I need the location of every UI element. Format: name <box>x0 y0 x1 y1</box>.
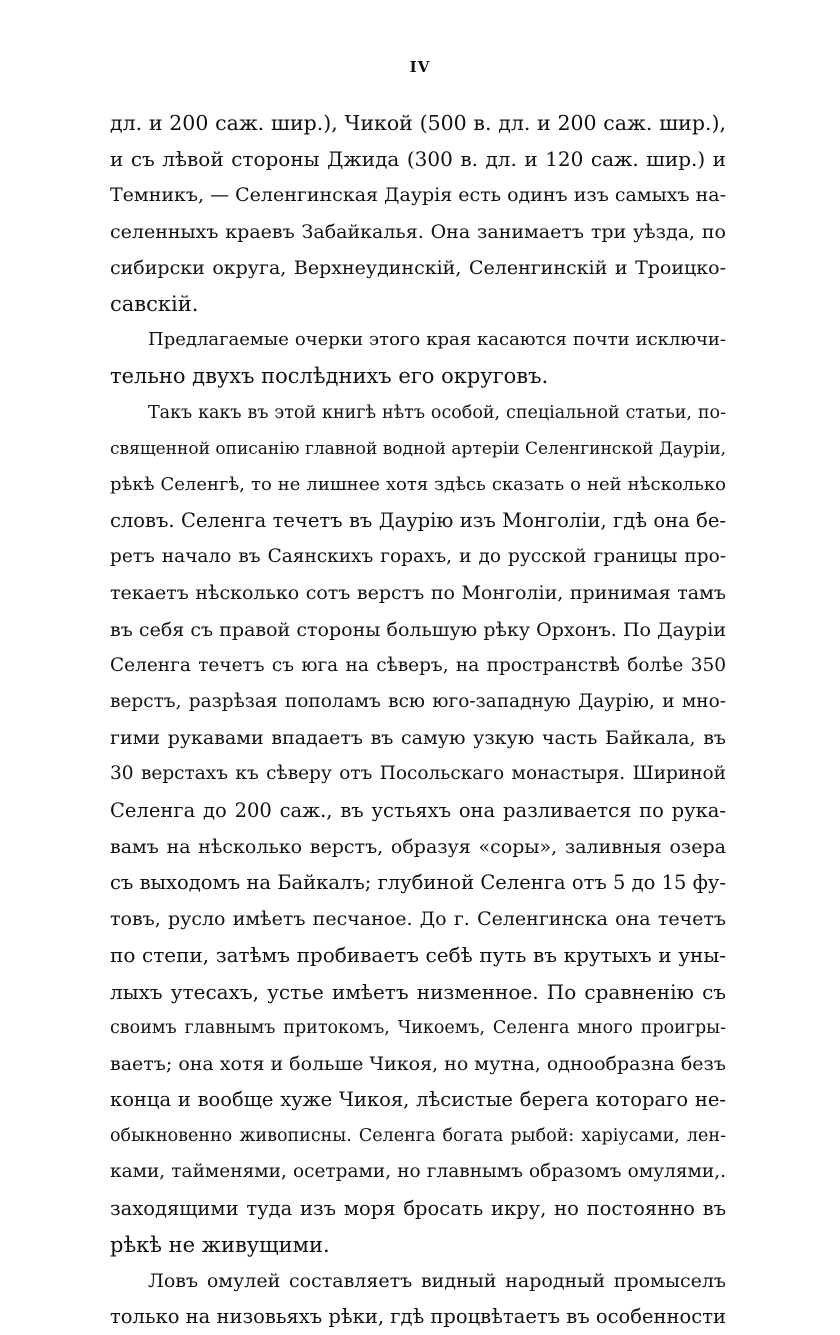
text-line: рѣкѣ Селенгѣ, то не лишнее хотя здѣсь сказать о ней нѣсколько <box>110 473 726 495</box>
text-line: священной описанію главной водной артеріи Селенгинской Дауріи, <box>110 438 726 459</box>
text-line: дл. и 200 саж. шир.), Чикой (500 в. дл. и 200 саж. шир.), <box>110 111 726 135</box>
text-line: верстъ, разрѣзая пополамъ всю юго-западную Даурію, и мно- <box>110 691 726 712</box>
text-line: словъ. Селенга течетъ въ Даурію изъ Монголіи, гдѣ она бе- <box>110 509 726 533</box>
text-line: селенныхъ краевъ Забайкалья. Она занимаетъ три уѣзда, по <box>110 220 726 243</box>
text-line: обыкновенно живописны. Селенга богата рыбой: харіусами, лен- <box>110 1126 726 1147</box>
text-line: лыхъ утесахъ, устье имѣетъ низменное. По сравненію съ <box>110 979 726 1004</box>
text-line: въ себя съ правой стороны большую рѣку Орхонъ. По Дауріи <box>110 618 726 641</box>
text-line: ваетъ; она хотя и больше Чикоя, но мутна, однообразна безъ <box>110 1052 726 1075</box>
text-line: ками, тайменями, осетрами, но главнымъ образомъ омулями,. <box>110 1161 726 1183</box>
text-line: тельно двухъ послѣднихъ его округовъ. <box>110 364 549 389</box>
text-line: только на низовьяхъ рѣки, гдѣ процвѣтаетъ въ особенности <box>110 1305 726 1329</box>
text-line: гими рукавами впадаетъ въ самую узкую часть Байкала, въ <box>110 727 726 750</box>
text-line: товъ, русло имѣетъ песчаное. До г. Селенгинска она течетъ <box>110 908 726 931</box>
paragraph-start-line: Такъ какъ въ этой книгѣ нѣтъ особой, спеціальной статьи, по- <box>148 402 726 423</box>
text-line: сибирски округа, Верхнеудинскій, Селенгинскій и Троицко- <box>110 256 726 279</box>
body-text <box>110 105 726 1335</box>
text-line: конца и вообще хуже Чикоя, лѣсистые берега котораго не- <box>110 1088 726 1112</box>
text-line: съ выходомъ на Байкалъ; глубиной Селенга отъ 5 до 15 фу- <box>110 870 726 894</box>
text-line: своимъ главнымъ притокомъ, Чикоемъ, Селенга много проигры- <box>110 1017 726 1038</box>
text-line: савскій. <box>110 291 199 316</box>
page-number: IV <box>409 58 431 76</box>
paragraph-start-line: Предлагаемые очерки этого края касаются почти исключи- <box>148 329 726 351</box>
text-line: текаетъ нѣсколько сотъ верстъ по Монголіи, принимая тамъ <box>110 582 726 605</box>
text-line: рѣкѣ не живущими. <box>110 1232 330 1257</box>
text-line: и съ лѣвой стороны Джида (300 в. дл. и 120 саж. шир.) и <box>110 147 726 172</box>
text-line: Селенга до 200 саж., въ устьяхъ она разливается по рука- <box>110 798 726 822</box>
text-line: вамъ на нѣсколько верстъ, образуя «соры», заливныя озера <box>110 835 726 858</box>
text-line: Селенга течетъ съ юга на сѣверъ, на пространствѣ болѣе 350 <box>110 654 726 676</box>
text-line: ретъ начало въ Саянскихъ горахъ, и до русской границы про- <box>110 546 726 568</box>
text-line: 30 верстахъ къ сѣверу отъ Посольскаго монастыря. Шириной <box>110 763 726 785</box>
text-line: Темникъ, — Селенгинская Даурія есть одинъ изъ самыхъ на- <box>110 184 726 207</box>
text-line: по степи, затѣмъ пробиваетъ себѣ путь въ крутыхъ и уны- <box>110 943 726 968</box>
text-line: заходящими туда изъ моря бросать икру, но постоянно въ <box>110 1196 726 1220</box>
paragraph-start-line: Ловъ омулей составляетъ видный народный промыселъ <box>148 1270 726 1292</box>
